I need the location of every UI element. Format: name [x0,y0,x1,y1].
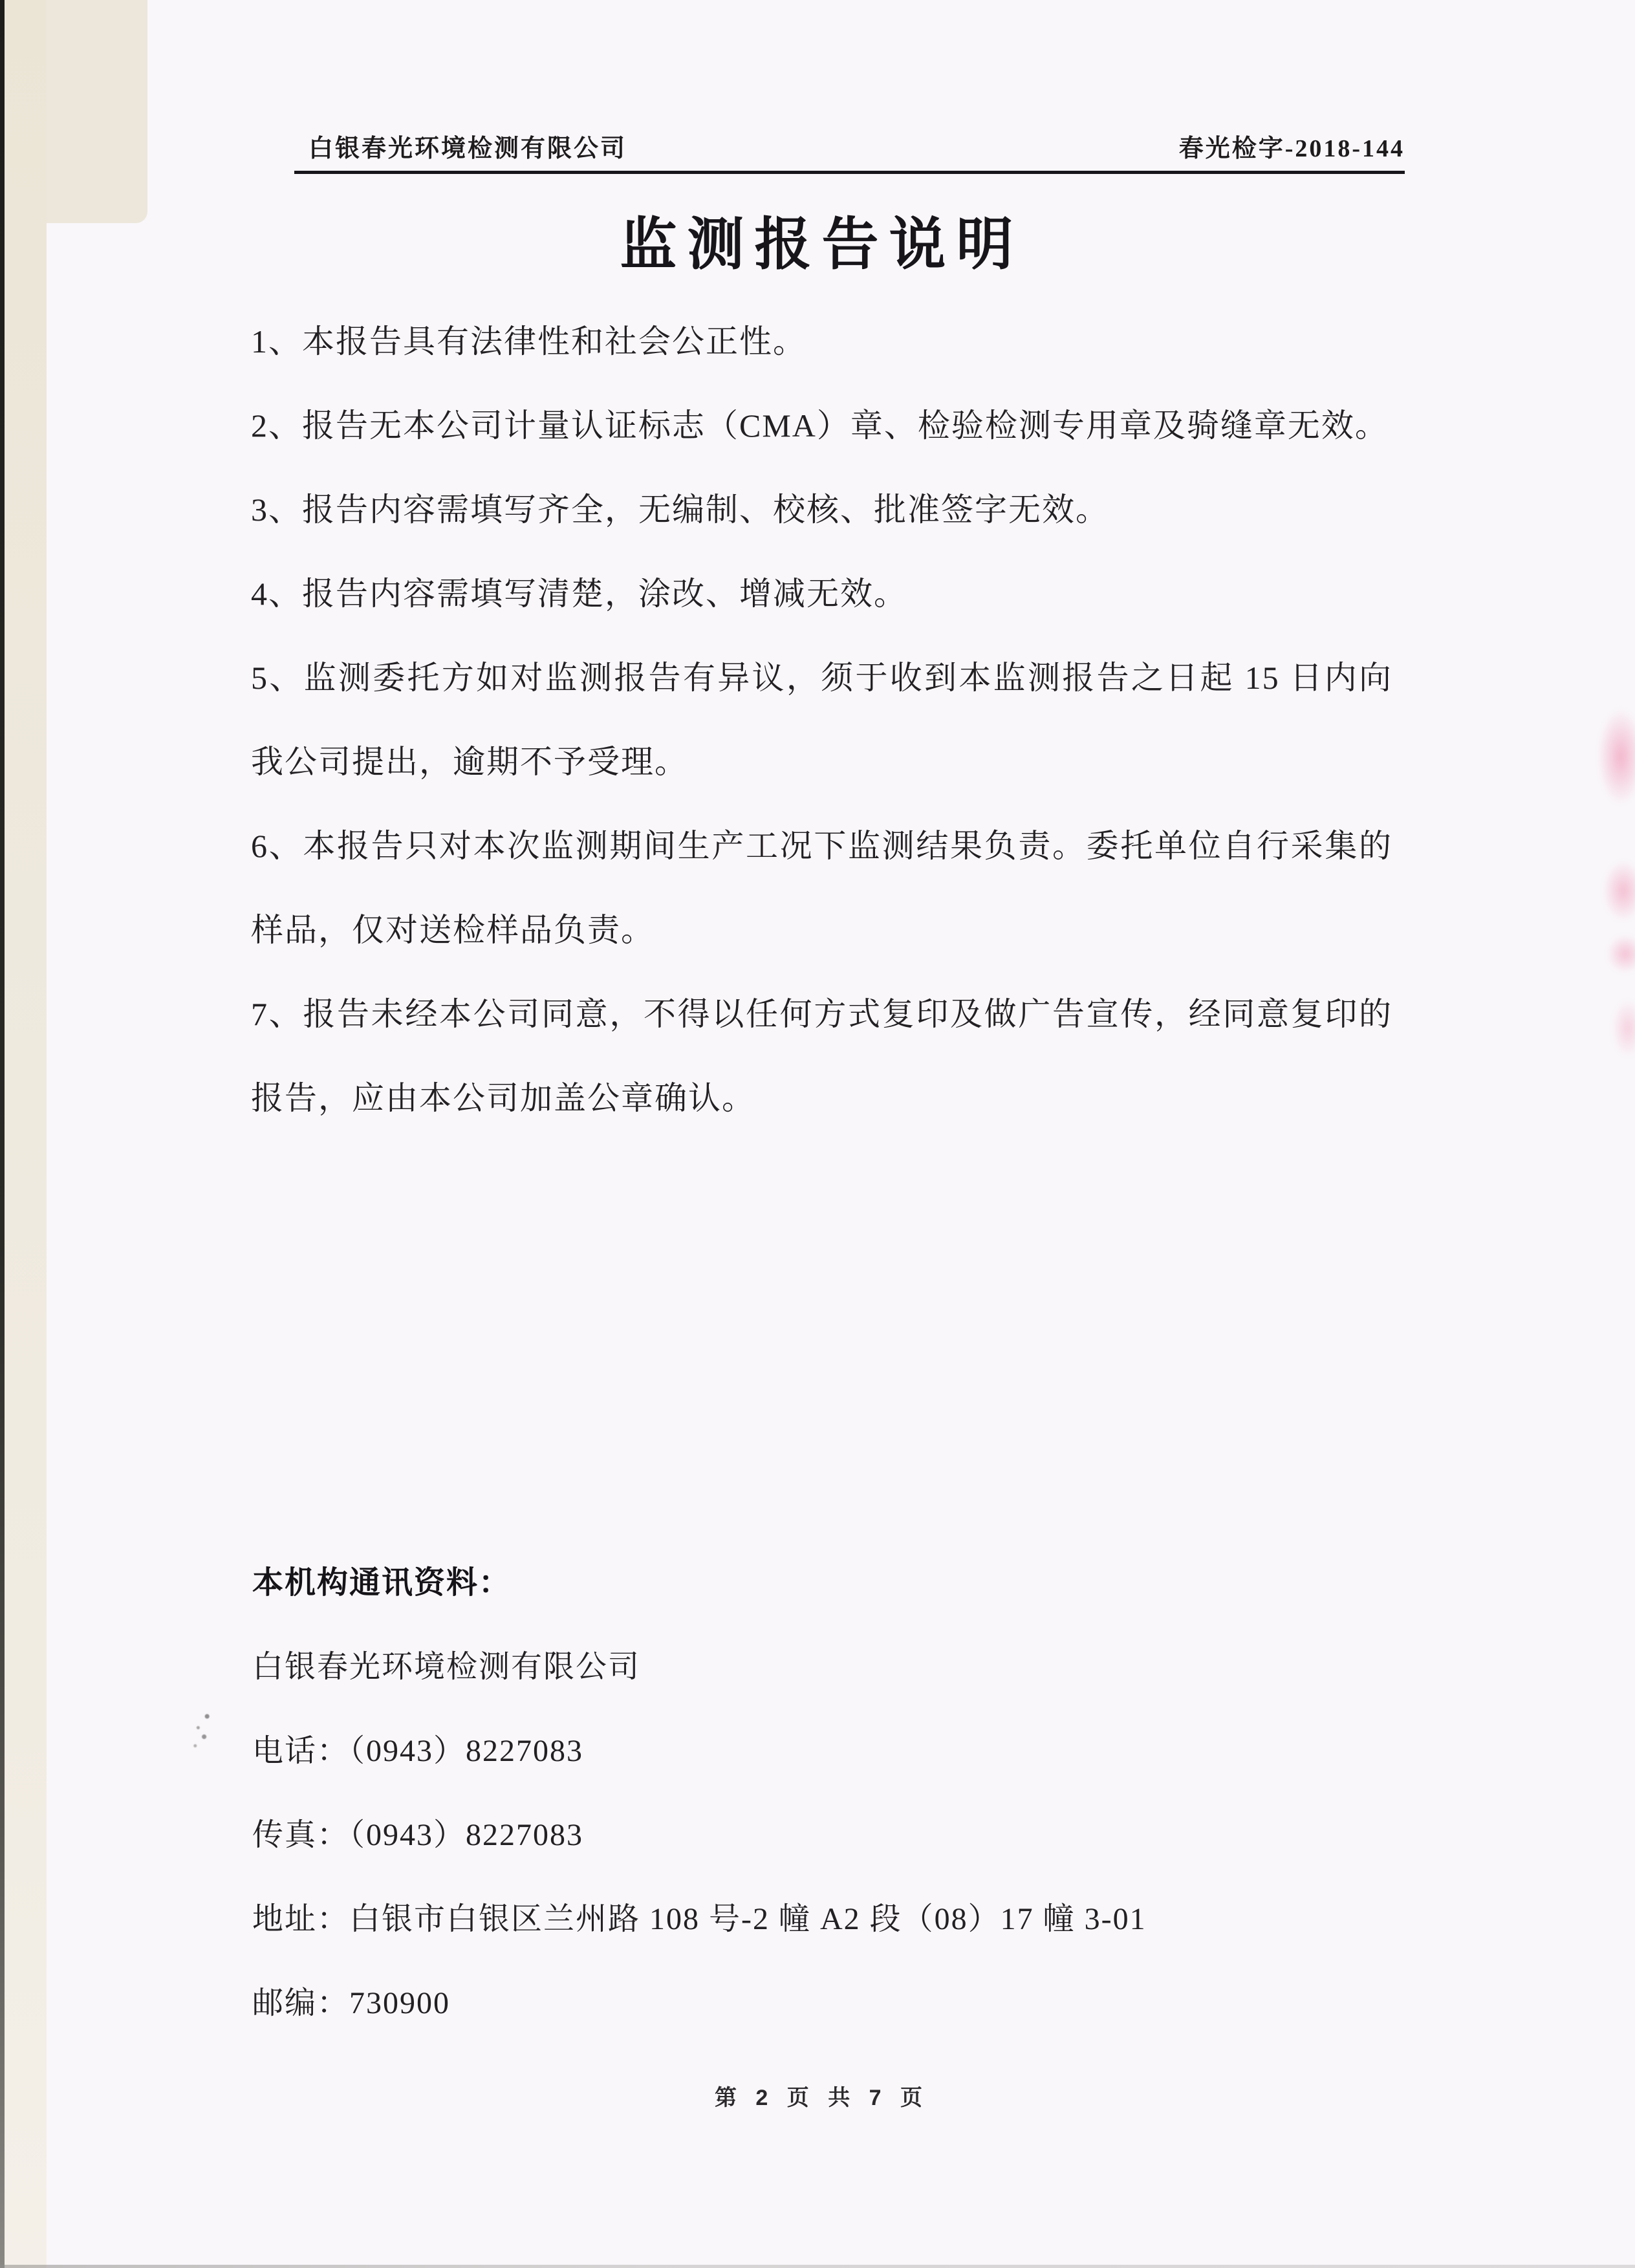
header-company-name: 白银春光环境检测有限公司 [309,135,627,162]
note-item: 3、报告内容需填写齐全，无编制、校核、批准签字无效。 [251,491,1109,528]
seal-mark [1597,708,1635,805]
page-number-indicator: 第 2 页 共 7 页 [714,2086,929,2110]
note-item: 4、报告内容需填写清楚，涂改、增减无效。 [251,576,907,612]
contact-postcode: 邮编：730900 [252,1986,451,2020]
notes-section [251,299,1392,1140]
red-seal-fragment [1564,695,1635,1083]
contact-address: 地址：白银市白银区兰州路 108 号-2 幢 A2 段（08）17 幢 3-01 [252,1902,1147,1936]
note-item: 2、报告无本公司计量认证标志（CMA）章、检验检测专用章及骑缝章无效。 [251,407,1389,444]
contact-section [252,1541,1394,2046]
pencil-smudge [186,1707,216,1753]
seal-mark [1612,999,1635,1057]
seal-mark [1603,860,1635,922]
paper-edge-left [0,0,47,2268]
seal-mark [1607,934,1635,973]
note-item: 7、报告未经本公司同意，不得以任何方式复印及做广告宣传，经同意复印的报告，应由本公司加盖公章确认。 [251,996,1392,1116]
note-item: 6、本报告只对本次监测期间生产工况下监测结果负责。委托单位自行采集的样品，仅对送检样品负责。 [251,828,1392,948]
header-report-number: 春光检字-2018-144 [1178,135,1405,162]
page-header [294,128,1405,163]
contact-heading: 本机构通讯资料： [252,1566,512,1600]
contact-fax: 传真：（0943）8227083 [252,1818,584,1852]
note-item: 5、监测委托方如对监测报告有异议，须于收到本监测报告之日起 15 日内向我公司提出，逾期不予受理。 [251,660,1392,780]
contact-company: 白银春光环境检测有限公司 [252,1650,641,1684]
header-divider [294,171,1405,174]
contact-phone: 电话：（0943）8227083 [252,1734,584,1768]
note-item: 1、本报告具有法律性和社会公正性。 [251,323,807,360]
scanner-edge-bottom [0,2265,1635,2268]
page-title: 监测报告说明 [620,214,1024,277]
scanner-edge-strip [0,0,5,2268]
